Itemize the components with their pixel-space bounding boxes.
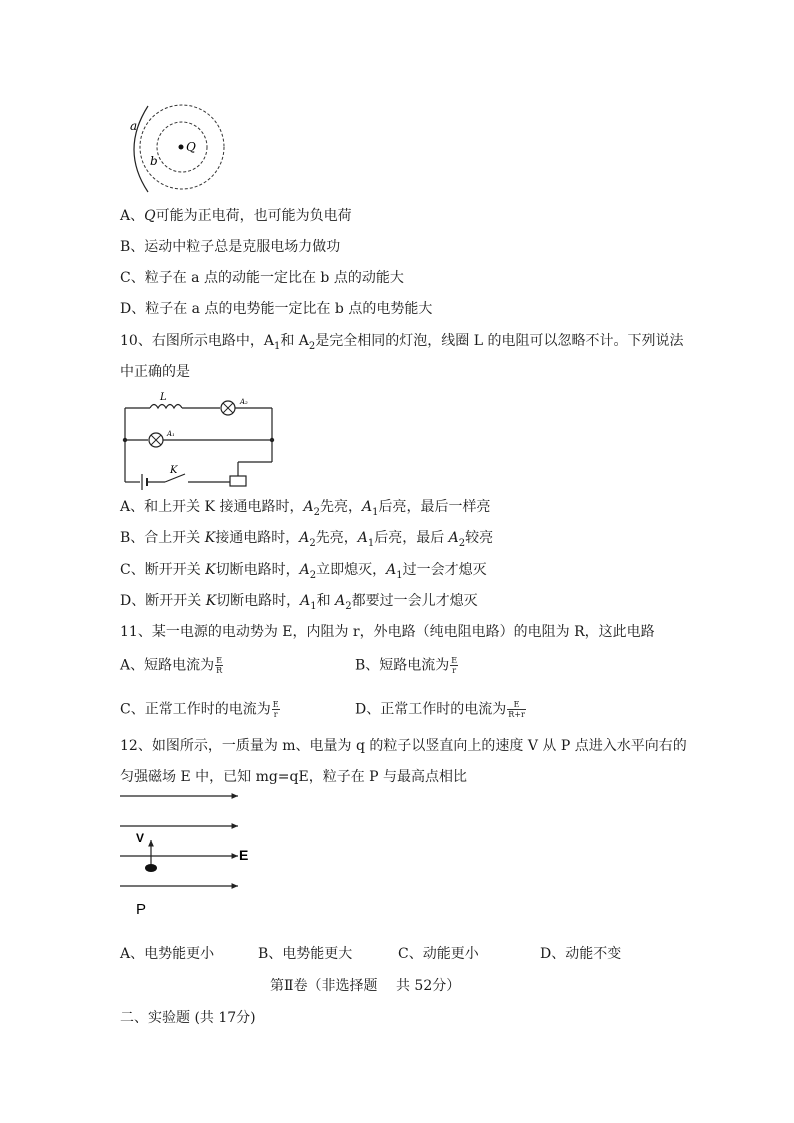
q10-option-a: A、和上开关 K 接通电路时，$A_2$先亮，$A_1$后亮，最后一样亮 [120,499,491,518]
label-e: E [239,847,249,863]
q12-option-b: B、电势能更大 [258,946,353,962]
label-b: b [150,154,158,168]
label-v: V [136,831,145,845]
q11-option-d: D、正常工作时的电流为 $\frac{E}{R+r}$ [355,700,525,719]
q11-option-b: B、短路电流为 $\frac{E}{r}$ [355,656,458,675]
label-p: P [136,901,147,918]
label-a1: A₁ [167,430,175,438]
q10-stem: 10、右图所示电路中，$A_1$和 $A_2$是完全相同的灯泡，线圈 L 的电阻可以忽略不计。下列说法 [120,333,684,352]
label-l: L [160,392,167,403]
q12-field-figure [118,790,268,920]
particle [145,864,157,872]
q10-stem-line2: 中正确的是 [120,364,190,380]
rheostat [230,476,246,486]
label-q: Q [186,140,196,154]
q10-circuit-figure [120,390,280,490]
inductor-coil [150,405,182,409]
q10-option-b: B、合上开关 K接通电路时，$A_2$先亮，$A_1$后亮，最后 $A_2$较亮 [120,530,494,549]
q10-option-c: C、断开开关 K切断电路时，$A_2$立即熄灭，$A_1$过一会才熄灭 [120,562,487,581]
q9-option-c: C、粒子在 a 点的动能一定比在 b 点的动能大 [120,270,404,286]
q9-option-b: B、运动中粒子总是克服电场力做功 [120,239,341,255]
label-a: a [130,119,138,133]
q11-stem: 11、某一电源的电动势为 E，内阻为 r，外电路（纯电阻电路）的电阻为 R，这此电路 [120,624,655,640]
q9-field-figure [110,100,240,200]
label-k: K [170,465,178,476]
q11-option-c: C、正常工作时的电流为 $\frac{E}{r}$ [120,700,279,719]
charge-q-dot [179,145,184,150]
q12-option-c: C、动能更小 [398,946,479,962]
q9-option-a: A、Q可能为正电荷，也可能为负电荷 [120,208,352,224]
q12-option-a: A、电势能更小 [120,946,215,962]
q11-option-a: A、短路电流为 $\frac{E}{R}$ [120,656,223,675]
label-a2: A₂ [240,398,248,406]
section2-header: 第Ⅱ卷（非选择题 共 52分） [270,978,461,994]
q9-option-d: D、粒子在 a 点的电势能一定比在 b 点的电势能大 [120,301,433,317]
q12-stem-line1: 12、如图所示，一质量为 m、电量为 q 的粒子以竖直向上的速度 V 从 P 点进入水平向右的 [120,738,687,754]
q12-stem-line2: 匀强磁场 E 中，已知 mg=qE，粒子在 P 与最高点相比 [120,769,468,785]
q10-option-d: D、断开开关 K切断电路时，$A_1$和 $A_2$都要过一会儿才熄灭 [120,593,478,612]
q12-option-d: D、动能不变 [540,946,622,962]
section2-title: 二、实验题 (共 17分) [120,1010,256,1026]
